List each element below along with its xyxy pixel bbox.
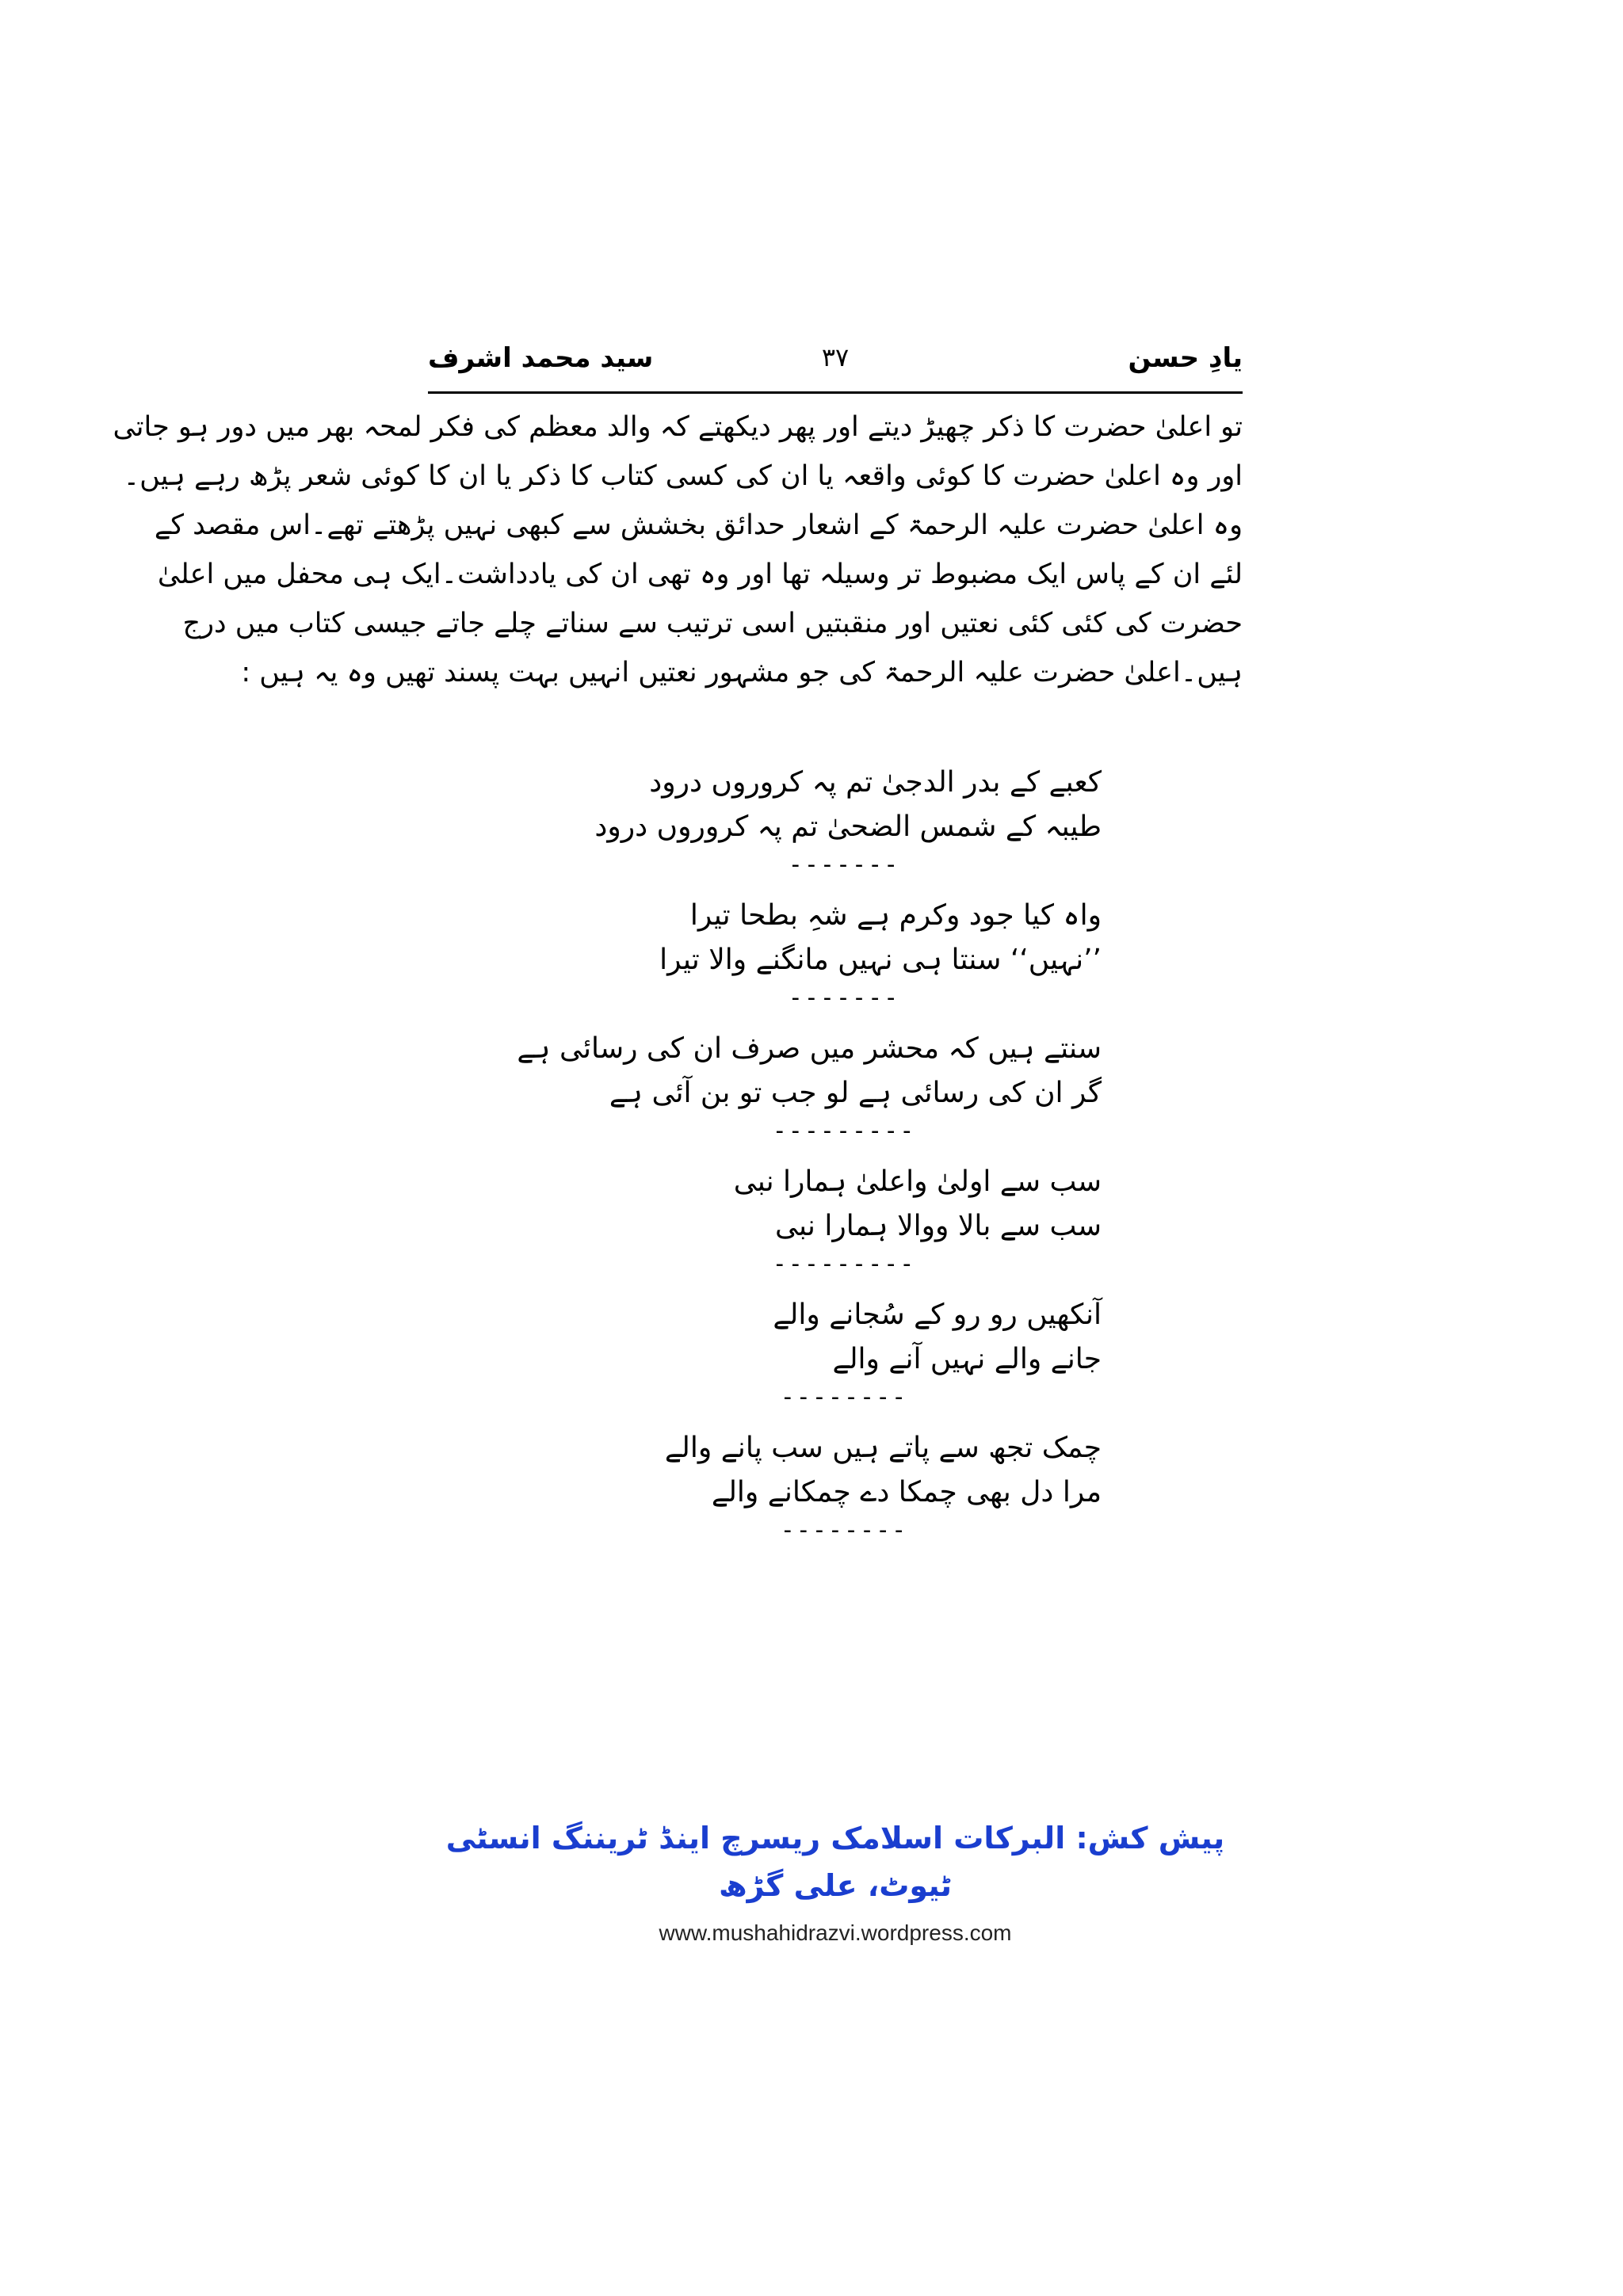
stanza-separator: ---------	[772, 1117, 916, 1145]
author-name: سید محمد اشرف	[428, 342, 654, 374]
prose-paragraph	[113, 402, 1243, 697]
stanza-separator: -------	[788, 851, 900, 879]
stanza-separator: ---------	[772, 1250, 916, 1278]
prose-line: تو اعلیٰ حضرت کا ذکر چھیڑ دیتے اور پھر دیکھتے کہ والد معظم کی فکر لمحہ بھر میں دور ہو جاتی	[113, 411, 1243, 443]
verse-line: آنکھیں رو رو کے سُجانے والے	[773, 1299, 1102, 1331]
verse-line: طیبہ کے شمس الضحیٰ تم پہ کروروں درود	[594, 810, 1102, 843]
verse-line: واہ کیا جود وکرم ہے شہِ بطحا تیرا	[689, 899, 1102, 932]
book-title: یادِ حسن	[1128, 342, 1243, 374]
stanza-separator: -------	[788, 984, 900, 1012]
page-number: ۳۷	[821, 342, 850, 372]
prose-line: ہیں۔اعلیٰ حضرت علیہ الرحمۃ کی جو مشہور نعتیں انہیں بہت پسند تھیں وہ یہ ہیں :	[241, 657, 1243, 688]
stanza-separator: --------	[780, 1516, 908, 1544]
page-footer	[428, 1814, 1243, 1946]
stanza	[555, 894, 1133, 1027]
verse-line: کعبے کے بدر الدجیٰ تم پہ کروروں درود	[649, 766, 1102, 799]
verse-line: جانے والے نہیں آنے والے	[832, 1343, 1102, 1375]
prose-line: اور وہ اعلیٰ حضرت کا کوئی واقعہ یا ان کی کسی کتاب کا ذکر یا ان کا کوئی شعر پڑھ رہے ہیں۔	[123, 460, 1243, 492]
prose-line: حضرت کی کئی کئی نعتیں اور منقبتیں اسی ترتیب سے سناتے چلے جاتے جیسی کتاب میں درج	[182, 608, 1243, 639]
page-header	[428, 342, 1243, 390]
verse-line: سب سے اولیٰ واعلیٰ ہمارا نبی	[733, 1165, 1102, 1198]
stanza	[555, 1293, 1133, 1426]
stanza	[555, 761, 1133, 894]
stanza	[517, 1027, 1133, 1160]
verse-line: ’’نہیں‘‘ سنتا ہی نہیں مانگنے والا تیرا	[659, 944, 1102, 976]
verse-line: سنتے ہیں کہ محشر میں صرف ان کی رسائی ہے	[517, 1032, 1102, 1065]
header-rule	[428, 391, 1243, 394]
stanza	[555, 1160, 1133, 1293]
stanza-separator: --------	[780, 1383, 908, 1411]
prose-line: وہ اعلیٰ حضرت علیہ الرحمۃ کے اشعار حدائق بخشش سے کبھی نہیں پڑھتے تھے۔اس مقصد کے	[154, 509, 1243, 541]
stanza	[555, 1426, 1133, 1559]
verse-line: گر ان کی رسائی ہے لو جب تو بن آئی ہے	[609, 1077, 1102, 1109]
verse-line: مرا دل بھی چمکا دے چمکانے والے	[711, 1476, 1102, 1508]
verse-section	[517, 761, 1133, 1559]
verse-line: سب سے بالا ووالا ہمارا نبی	[775, 1210, 1102, 1242]
presenter-credit: پیش کش: البرکات اسلامک ریسرچ اینڈ ٹریننگ انسٹی ٹیوٹ، علی گڑھ	[445, 1821, 1225, 1903]
verse-line: چمک تجھ سے پاتے ہیں سب پانے والے	[664, 1432, 1102, 1464]
prose-line: لئے ان کے پاس ایک مضبوط تر وسیلہ تھا اور وہ تھی ان کی یادداشت۔ایک ہی محفل میں اعلیٰ	[157, 559, 1243, 590]
website-url: www.mushahidrazvi.wordpress.com	[659, 1920, 1012, 1945]
